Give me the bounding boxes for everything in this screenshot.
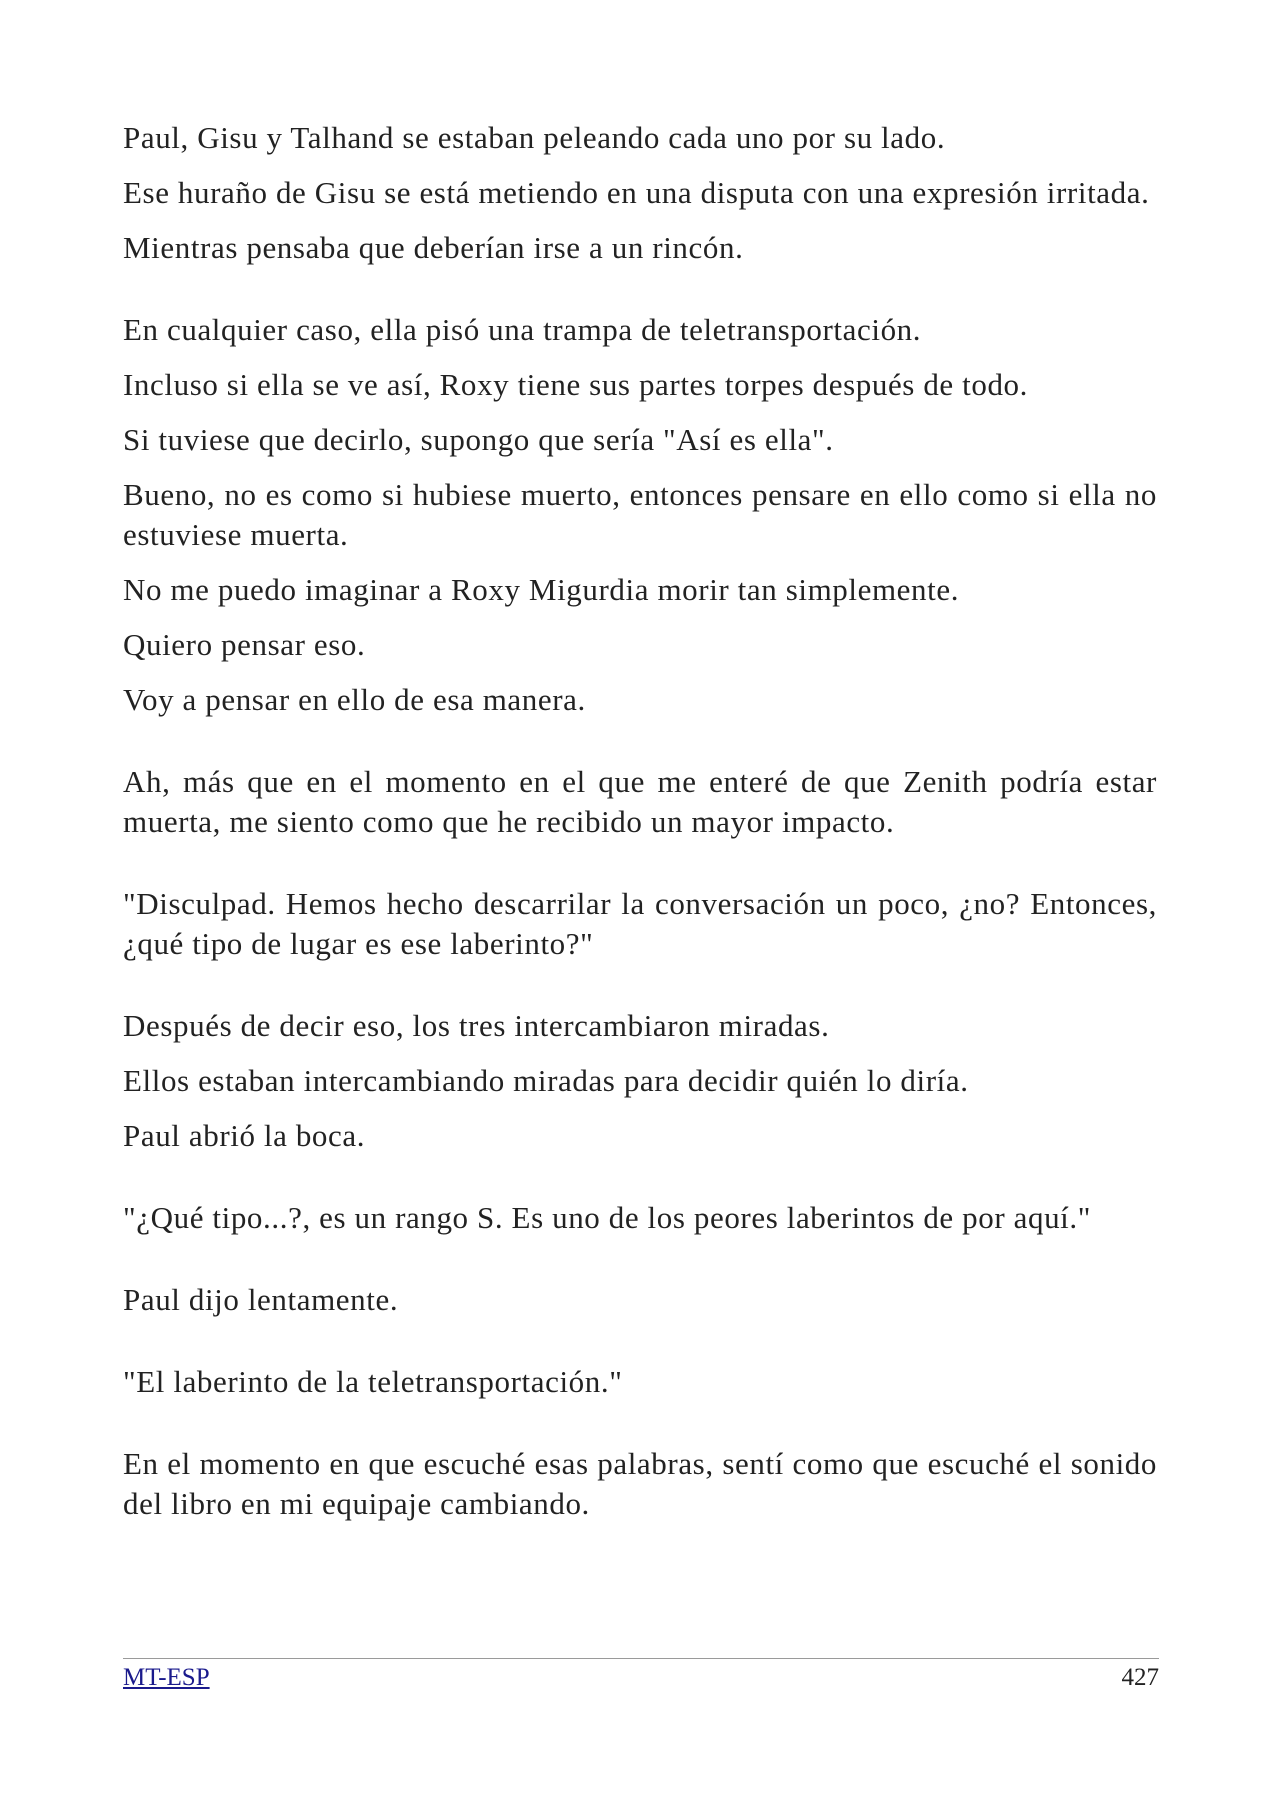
paragraph: Ellos estaban intercambiando miradas para decidir quién lo diría.	[123, 1063, 969, 1098]
paragraph: Paul dijo lentamente.	[123, 1282, 399, 1317]
paragraph: No me puedo imaginar a Roxy Migurdia morir tan simplemente.	[123, 572, 960, 607]
page-number: 427	[1121, 1664, 1159, 1691]
paragraph: Paul abrió la boca.	[123, 1118, 366, 1153]
paragraph: En cualquier caso, ella pisó una trampa de teletransportación.	[123, 312, 922, 347]
paragraph: Ese huraño de Gisu se está metiendo en una disputa con una expresión irritada.	[123, 175, 1150, 210]
paragraph: En el momento en que escuché esas palabras, sentí como que escuché el sonido del libro en mi equipaje cambiando.	[123, 1446, 1157, 1521]
paragraph: Si tuviese que decirlo, supongo que sería "Así es ella".	[123, 422, 834, 457]
paragraph: Paul, Gisu y Talhand se estaban peleando cada uno por su lado.	[123, 120, 946, 155]
page-body	[123, 118, 1157, 1524]
paragraph: Incluso si ella se ve así, Roxy tiene sus partes torpes después de todo.	[123, 367, 1028, 402]
paragraph: Mientras pensaba que deberían irse a un rincón.	[123, 230, 744, 265]
page-footer	[123, 1658, 1159, 1693]
paragraph: Quiero pensar eso.	[123, 627, 366, 662]
paragraph: Bueno, no es como si hubiese muerto, entonces pensare en ello como si ella no estuviese muerta.	[123, 477, 1157, 552]
paragraph: "¿Qué tipo...?, es un rango S. Es uno de los peores laberintos de por aquí."	[123, 1200, 1091, 1235]
paragraph: "El laberinto de la teletransportación."	[123, 1364, 623, 1399]
paragraph: "Disculpad. Hemos hecho descarrilar la conversación un poco, ¿no? Entonces, ¿qué tipo de lugar es ese laberinto?"	[123, 886, 1157, 961]
paragraph: Después de decir eso, los tres intercambiaron miradas.	[123, 1008, 830, 1043]
footer-link[interactable]: MT-ESP	[123, 1664, 210, 1691]
paragraph: Ah, más que en el momento en el que me enteré de que Zenith podría estar muerta, me siento como que he recibido un mayor impacto.	[123, 764, 1157, 839]
paragraph: Voy a pensar en ello de esa manera.	[123, 682, 586, 717]
